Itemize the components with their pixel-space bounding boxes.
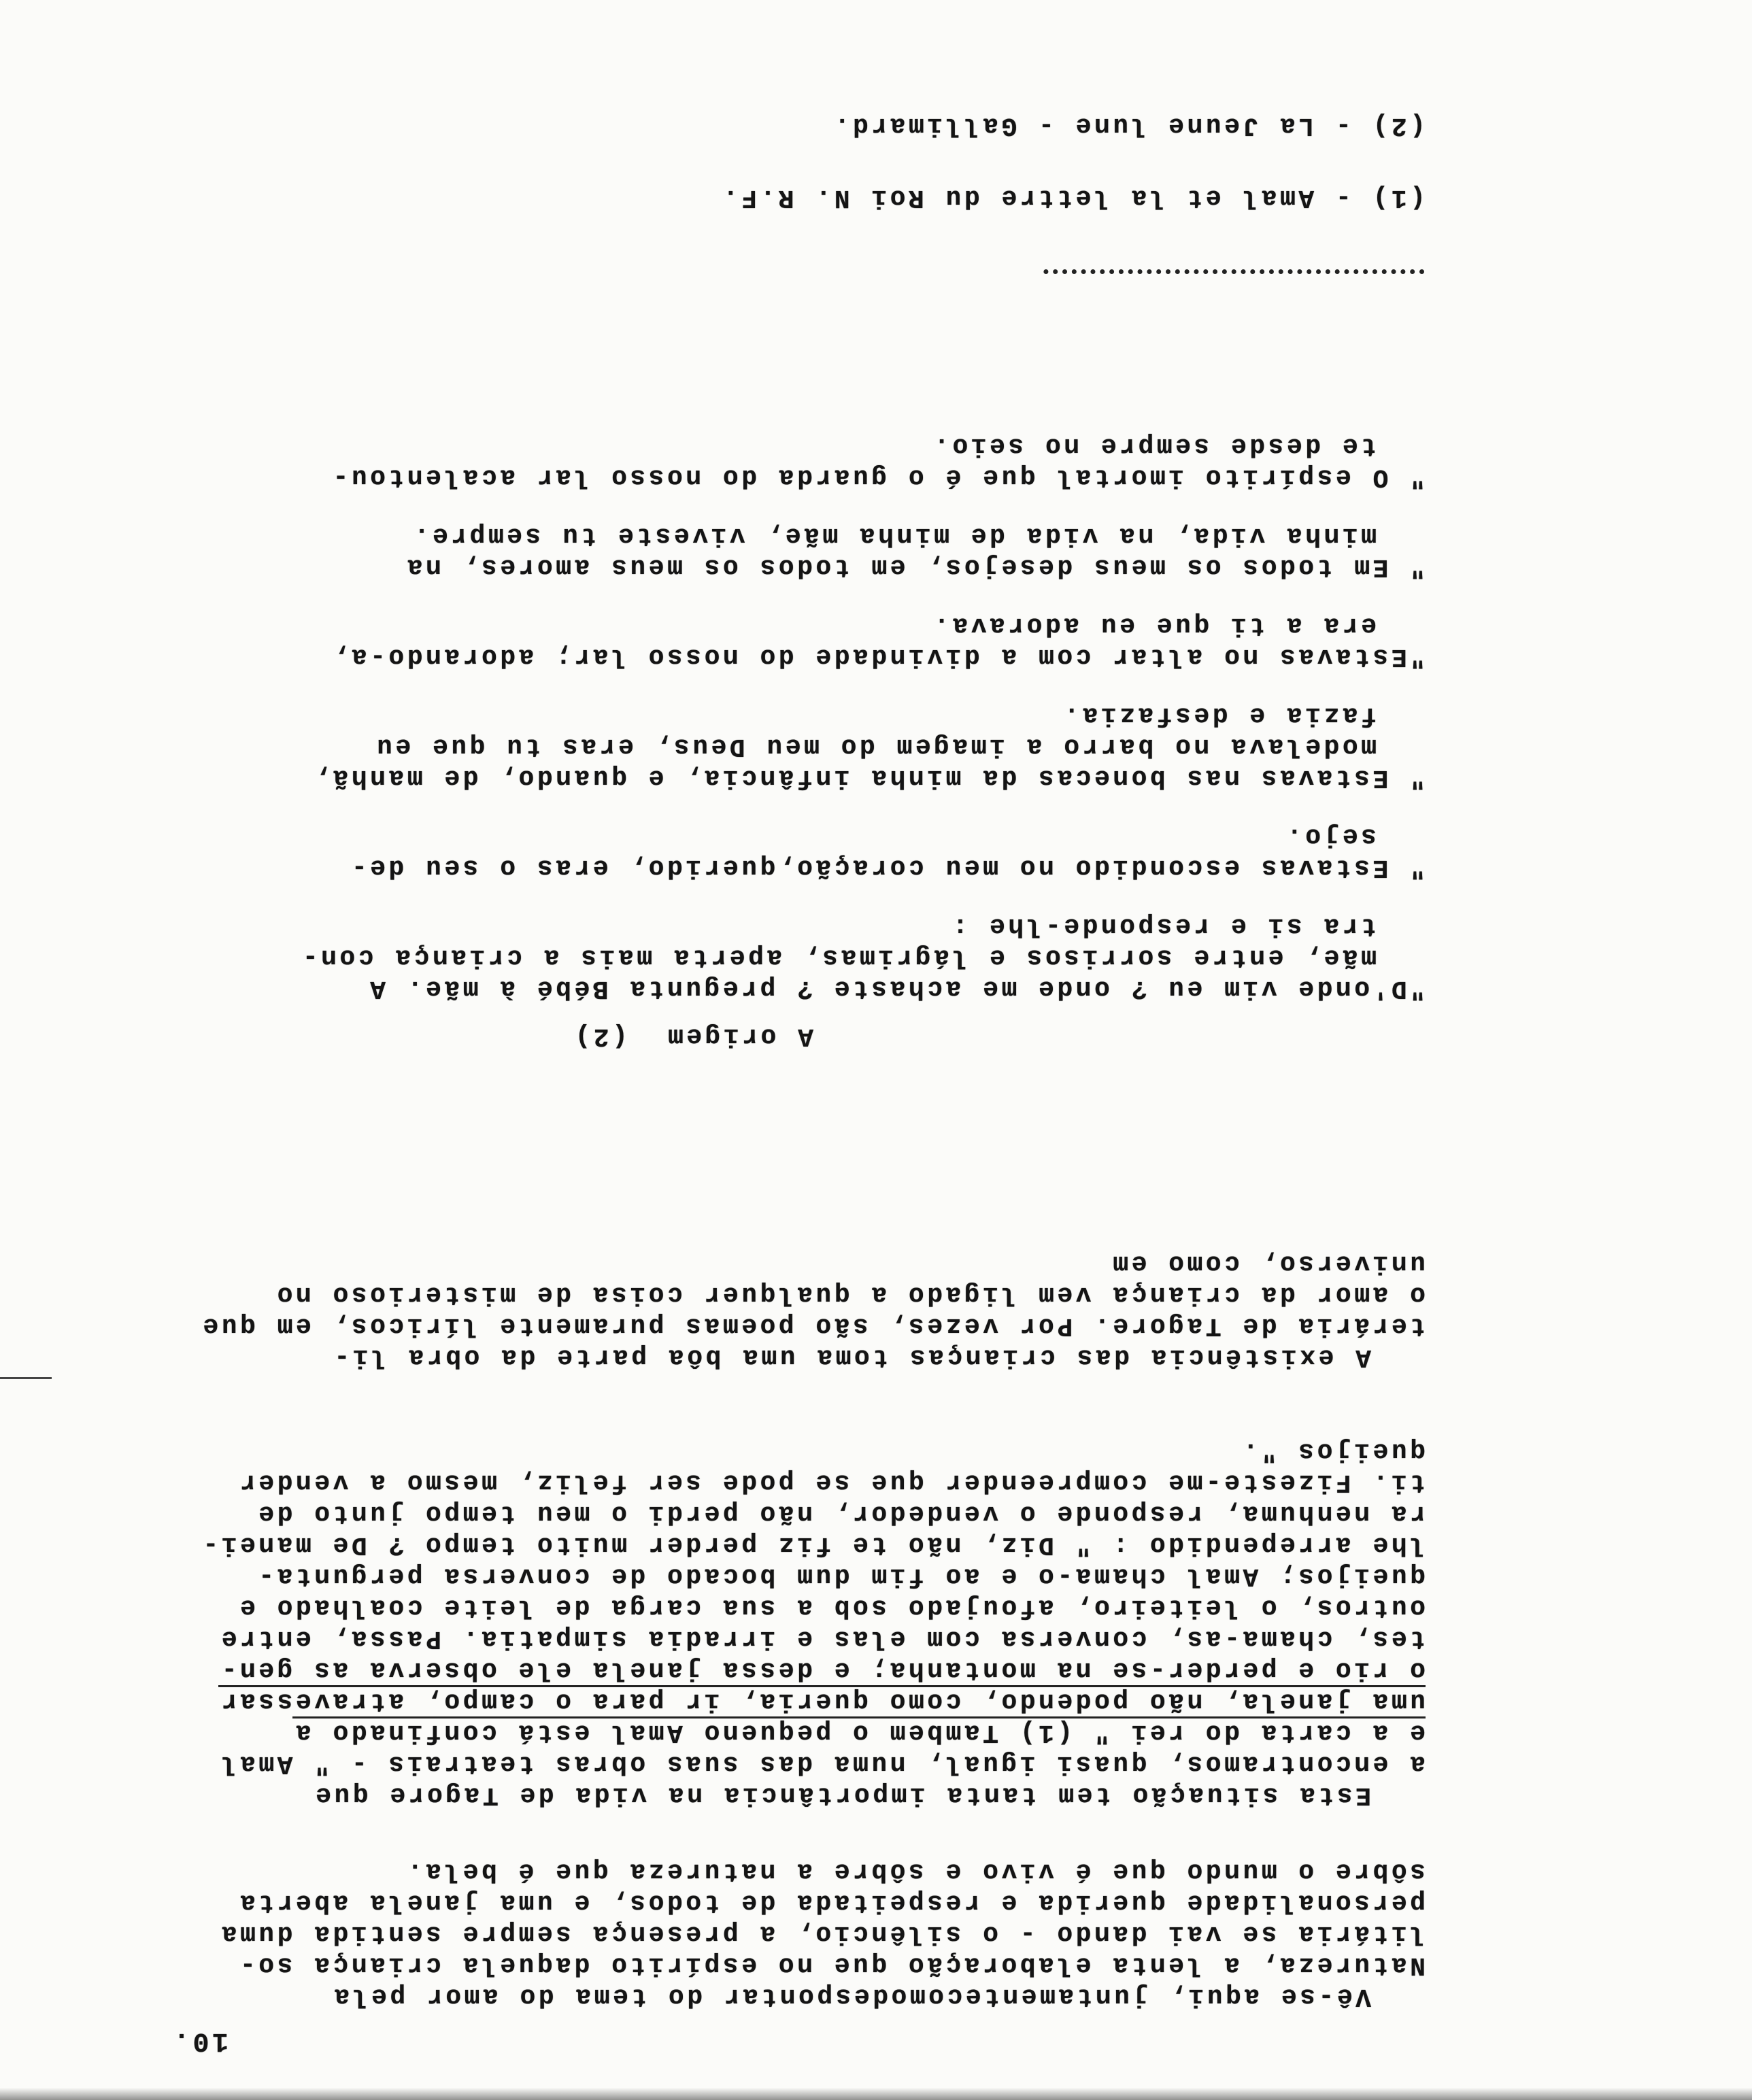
- text-line: o amor da criança vem ligado a qualquer coisa de misterioso no: [274, 1280, 1426, 1309]
- underlined-text: e a carta do rei " (1) Tambem o pequeno Amal está confinado a: [292, 1716, 1426, 1746]
- poem-line: era a ti que eu adorava.: [930, 611, 1377, 640]
- poem-line: " O espírito imortal que é o guarda do nosso lar acalentou-: [330, 462, 1426, 492]
- poem-line: sejo.: [1283, 822, 1377, 851]
- text-line: terária de Tagore. Por vezes, são poemas puramente líricos, em que: [199, 1311, 1426, 1340]
- text-line: queijos ".: [1239, 1436, 1426, 1466]
- text-line: Esta situação tem tanta importância na vida de Tagore que: [312, 1780, 1371, 1810]
- text-line: tes, chama-as, conversa com elas e irradia simpatia. Passa, entre: [218, 1624, 1426, 1653]
- underlined-text: uma janela, não podendo, como queria, ir para o campo, atravessar: [218, 1685, 1426, 1714]
- footnotes: [31, 109, 1426, 213]
- text-line: Vê-se aqui, juntamentecomodespontar do tema do amor pela: [331, 1982, 1371, 2011]
- text-line: [31, 1685, 1426, 1716]
- poem-line: te desde sempre no seio.: [930, 431, 1377, 460]
- footnote-separator: [1043, 269, 1424, 274]
- paragraph-1: [31, 1855, 1426, 2012]
- text-line: ra nenhuma, responde o vendedor, não perdi o meu tempo junto de: [255, 1499, 1426, 1528]
- poem-line: "D'onde vim eu ? onde me achaste ? pregunta Bébé à mãe. A: [367, 974, 1426, 1003]
- poem-quote: [31, 430, 1426, 1004]
- poem-line: mãe, entre sorrisos e lágrimas, aperta mais a criança con-: [299, 943, 1377, 972]
- text-line: A existência das crianças toma uma bôa parte da obra li-: [331, 1342, 1371, 1372]
- poem-line: "Estavas no altar com a divindade do nosso lar; adorando-a,: [330, 642, 1426, 671]
- poem-line: " Estavas escondido no meu coração,querido, eras o seu de-: [348, 853, 1426, 882]
- poem-line: fazia e desfazia.: [1060, 700, 1377, 730]
- page-number: 10.: [170, 2025, 229, 2056]
- footnote: (2) - La Jeune lune - Gallimard.: [831, 111, 1426, 140]
- poem-line: minha vida, na vida de minha mãe, viveste tu sempre.: [411, 521, 1377, 550]
- paragraph-3: [31, 1247, 1426, 1372]
- scan-edge-shadow: [0, 2088, 1752, 2100]
- text-line: universo, como em: [1109, 1249, 1426, 1278]
- text-line: Natureza, a lenta elaboração que no espírito daquela criança so-: [237, 1950, 1426, 1980]
- text-line: queijos; Amal chama-o e ao fim dum bocado de conversa pergunta-: [255, 1561, 1426, 1591]
- text-line: ti. Fizeste-me compreender que se pode ser feliz, mesmo a vender: [237, 1468, 1426, 1497]
- poem-line: " Estavas nas bonecas da minha infância, e quando, de manhã,: [311, 763, 1426, 792]
- margin-mark: [0, 1377, 52, 1379]
- text-line: litária se vai dando - o silêncio, a presença sempre sentida duma: [218, 1919, 1426, 1948]
- text-line: a encontramos, quasi igual, numa das suas obras teatrais - " Amal: [218, 1749, 1426, 1778]
- footnote: (1) - Amal et la lettre du Roi N. R.F.: [720, 183, 1426, 212]
- poem-line: modelava no barro a imagem do meu Deus, eras tu que eu: [373, 732, 1377, 761]
- text-line: [31, 1716, 1426, 1748]
- section-heading-block: [31, 1020, 1426, 1051]
- poem-line: " Em todos os meus desejos, em todos os meus amores, na: [404, 552, 1426, 581]
- paragraph-2: [31, 1435, 1426, 1810]
- text-line: personalidade querida e respeitada de todos, e uma janela aberta: [237, 1888, 1426, 1917]
- poem-line: tra si e responde-lhe :: [949, 911, 1377, 941]
- text-line: sôbre o mundo que é vivo e sôbre a natureza que é bela.: [404, 1857, 1426, 1886]
- text-line: o rio e perder-se na montanha; e dessa janela ele observa as gen-: [218, 1655, 1426, 1684]
- text-line: lhe arrependido : " Diz, não te fiz perder muito tempo ? De manei-: [199, 1530, 1426, 1559]
- section-heading: A origem (2): [572, 1021, 813, 1051]
- text-line: outros, o leiteiro, afoujado sob a sua carga de leite coalhado e: [237, 1593, 1426, 1622]
